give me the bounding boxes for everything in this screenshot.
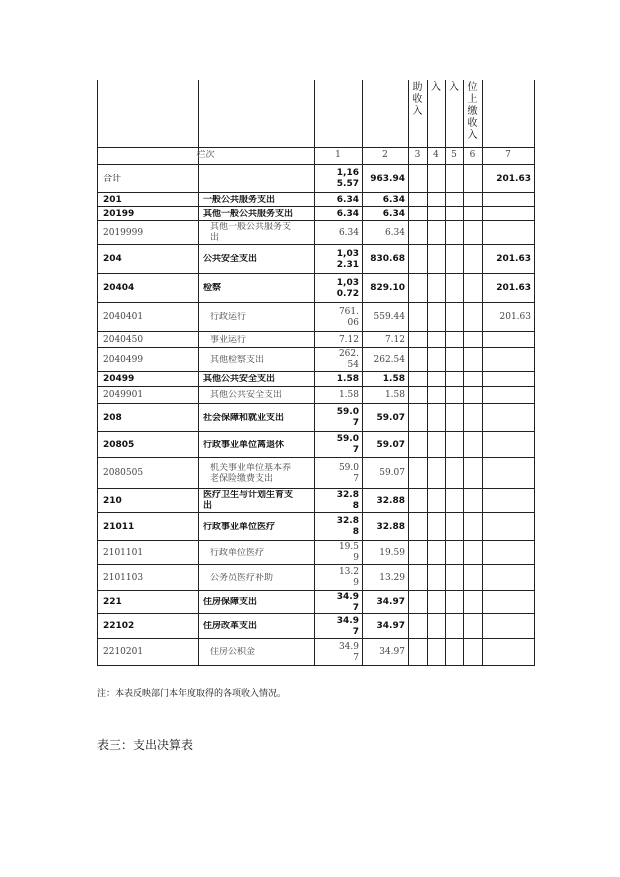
row-name: 住房公积金 — [210, 647, 256, 657]
row-col2: 6.34 — [384, 228, 405, 238]
row-name: 住房改革支出 — [203, 621, 258, 631]
row-col1: 32.8 8 — [336, 516, 359, 537]
table-rule — [97, 244, 534, 245]
row-name: 公共安全支出 — [203, 254, 258, 264]
row-col2: 13.29 — [379, 573, 405, 583]
row-name: 事业运行 — [210, 335, 247, 345]
row-col1: 59.0 7 — [336, 407, 359, 428]
row-code: 20805 — [103, 440, 135, 450]
row-col2: 59.07 — [376, 413, 405, 423]
row-name: 住房保障支出 — [203, 597, 258, 607]
table-column-rule — [408, 80, 409, 666]
row-col2: 963.94 — [370, 174, 405, 184]
table-column-rule — [463, 80, 464, 666]
table-rule — [97, 638, 534, 639]
table-column-rule — [314, 80, 315, 666]
row-code: 221 — [103, 597, 122, 607]
row-code: 201 — [103, 195, 122, 205]
row-col1: 1.58 — [338, 390, 359, 400]
row-col2: 6.34 — [382, 195, 405, 205]
table-rule — [97, 403, 534, 404]
row-col1: 6.34 — [338, 228, 359, 238]
row-col2: 59.07 — [376, 440, 405, 450]
table-rule — [97, 488, 534, 489]
row-code: 2040499 — [103, 355, 144, 365]
row-code: 208 — [103, 413, 122, 423]
table-rule — [97, 164, 534, 165]
row-col2: 829.10 — [370, 283, 405, 293]
index-number: 6 — [469, 150, 476, 160]
row-code: 204 — [103, 254, 122, 264]
row-name: 行政单位医疗 — [210, 548, 265, 558]
row-col2: 262.54 — [373, 355, 405, 365]
row-col1: 7.12 — [338, 335, 359, 345]
row-col2: 830.68 — [370, 254, 405, 264]
row-code: 210 — [103, 496, 122, 506]
row-col1: 1,16 5.57 — [336, 168, 359, 189]
index-number: 3 — [414, 150, 421, 160]
row-name: 行政事业单位医疗 — [203, 522, 276, 532]
row-col1: 34.9 7 — [338, 642, 359, 663]
row-col2: 34.97 — [379, 647, 405, 657]
table-rule — [97, 331, 534, 332]
header-col6: 位 上 缴 收 入 — [467, 82, 478, 141]
row-col7: 201.63 — [496, 254, 531, 264]
row-col1: 59.0 7 — [338, 463, 359, 484]
table-rule — [97, 540, 534, 541]
row-code: 20404 — [103, 283, 135, 293]
row-name: 一般公共服务支出 — [203, 195, 276, 205]
row-code: 2019999 — [103, 228, 144, 238]
section-title: 表三：支出决算表 — [97, 738, 194, 752]
row-code: 20499 — [103, 374, 135, 384]
row-col1: 34.9 7 — [336, 616, 359, 637]
row-name: 其他检察支出 — [210, 355, 265, 365]
table-column-rule — [362, 80, 363, 666]
table-column-rule — [97, 80, 98, 666]
row-col1: 761. 06 — [338, 307, 359, 328]
row-code: 22102 — [103, 621, 135, 631]
row-col2: 19.59 — [379, 548, 405, 558]
row-col2: 559.44 — [373, 312, 405, 322]
row-col2: 1.58 — [384, 390, 405, 400]
table-rule — [97, 147, 534, 148]
table-rule — [97, 431, 534, 432]
row-code: 2040401 — [103, 312, 144, 322]
row-col2: 34.97 — [376, 621, 405, 631]
row-code: 合计 — [103, 174, 122, 184]
row-code: 2040450 — [103, 335, 144, 345]
table-rule — [97, 206, 534, 207]
row-col1: 1,03 0.72 — [336, 278, 359, 299]
row-name: 其他一般公共服务支出 — [203, 209, 294, 219]
row-col1: 6.34 — [336, 195, 359, 205]
row-col2: 7.12 — [384, 335, 405, 345]
row-col1: 32.8 8 — [336, 490, 359, 511]
row-name: 行政事业单位离退休 — [203, 440, 285, 450]
table-rule — [97, 192, 534, 193]
table-note: 注：本表反映部门本年度取得的各项收入情况。 — [97, 689, 287, 699]
row-col2: 32.88 — [376, 496, 405, 506]
row-code: 2210201 — [103, 647, 144, 657]
table-column-rule — [534, 80, 535, 666]
index-number: 2 — [382, 150, 388, 160]
row-name: 社会保障和就业支出 — [203, 413, 285, 423]
header-col4: 入 — [431, 82, 441, 93]
row-col2: 1.58 — [382, 374, 405, 384]
row-name: 公务员医疗补助 — [210, 573, 274, 583]
table-rule — [97, 512, 534, 513]
table-rule — [97, 564, 534, 565]
row-col2: 59.07 — [379, 468, 405, 478]
row-col7: 201.63 — [499, 312, 531, 322]
table-rule — [97, 386, 534, 387]
row-col1: 59.0 7 — [336, 434, 359, 455]
row-col1: 1,03 2.31 — [336, 249, 359, 270]
row-col2: 34.97 — [376, 597, 405, 607]
row-name: 检察 — [203, 283, 222, 293]
row-col2: 6.34 — [382, 209, 405, 219]
row-code: 21011 — [103, 522, 135, 532]
table-rule — [97, 347, 534, 348]
index-label: 栏次 — [196, 150, 215, 160]
row-name: 其他公共安全支出 — [210, 390, 283, 400]
row-col7: 201.63 — [496, 283, 531, 293]
index-number: 5 — [451, 150, 457, 160]
table-rule — [97, 302, 534, 303]
row-col7: 201.63 — [496, 174, 531, 184]
index-number: 7 — [505, 150, 511, 160]
table-column-rule — [482, 80, 483, 666]
index-number: 1 — [335, 150, 341, 160]
row-name: 其他公共安全支出 — [203, 374, 276, 384]
table-rule — [97, 665, 534, 666]
row-code: 2101103 — [103, 573, 144, 583]
table-column-rule — [427, 80, 428, 666]
row-code: 2049901 — [103, 390, 144, 400]
table-rule — [97, 371, 534, 372]
row-col1: 13.2 9 — [338, 567, 359, 588]
table-rule — [97, 457, 534, 458]
row-name: 医疗卫生与计划生育支 出 — [203, 490, 294, 511]
header-col3: 助 收 入 — [412, 82, 423, 117]
table-rule — [97, 590, 534, 591]
row-name: 机关事业单位基本养 老保险缴费支出 — [210, 463, 292, 484]
row-col1: 19.5 9 — [338, 542, 359, 563]
row-name: 其他一般公共服务支 出 — [210, 222, 292, 243]
table-rule — [97, 220, 534, 221]
table-column-rule — [445, 80, 446, 666]
table-column-rule — [198, 80, 199, 666]
row-col1: 262. 54 — [338, 349, 359, 370]
row-code: 2101101 — [103, 548, 144, 558]
row-code: 20199 — [103, 209, 135, 219]
row-code: 2080505 — [103, 468, 144, 478]
index-number: 4 — [433, 150, 439, 160]
header-col5: 入 — [449, 82, 459, 93]
table-rule — [97, 273, 534, 274]
row-col1: 6.34 — [336, 209, 359, 219]
row-col1: 34.9 7 — [336, 592, 359, 613]
row-col1: 1.58 — [336, 374, 359, 384]
row-col2: 32.88 — [376, 522, 405, 532]
row-name: 行政运行 — [210, 312, 247, 322]
